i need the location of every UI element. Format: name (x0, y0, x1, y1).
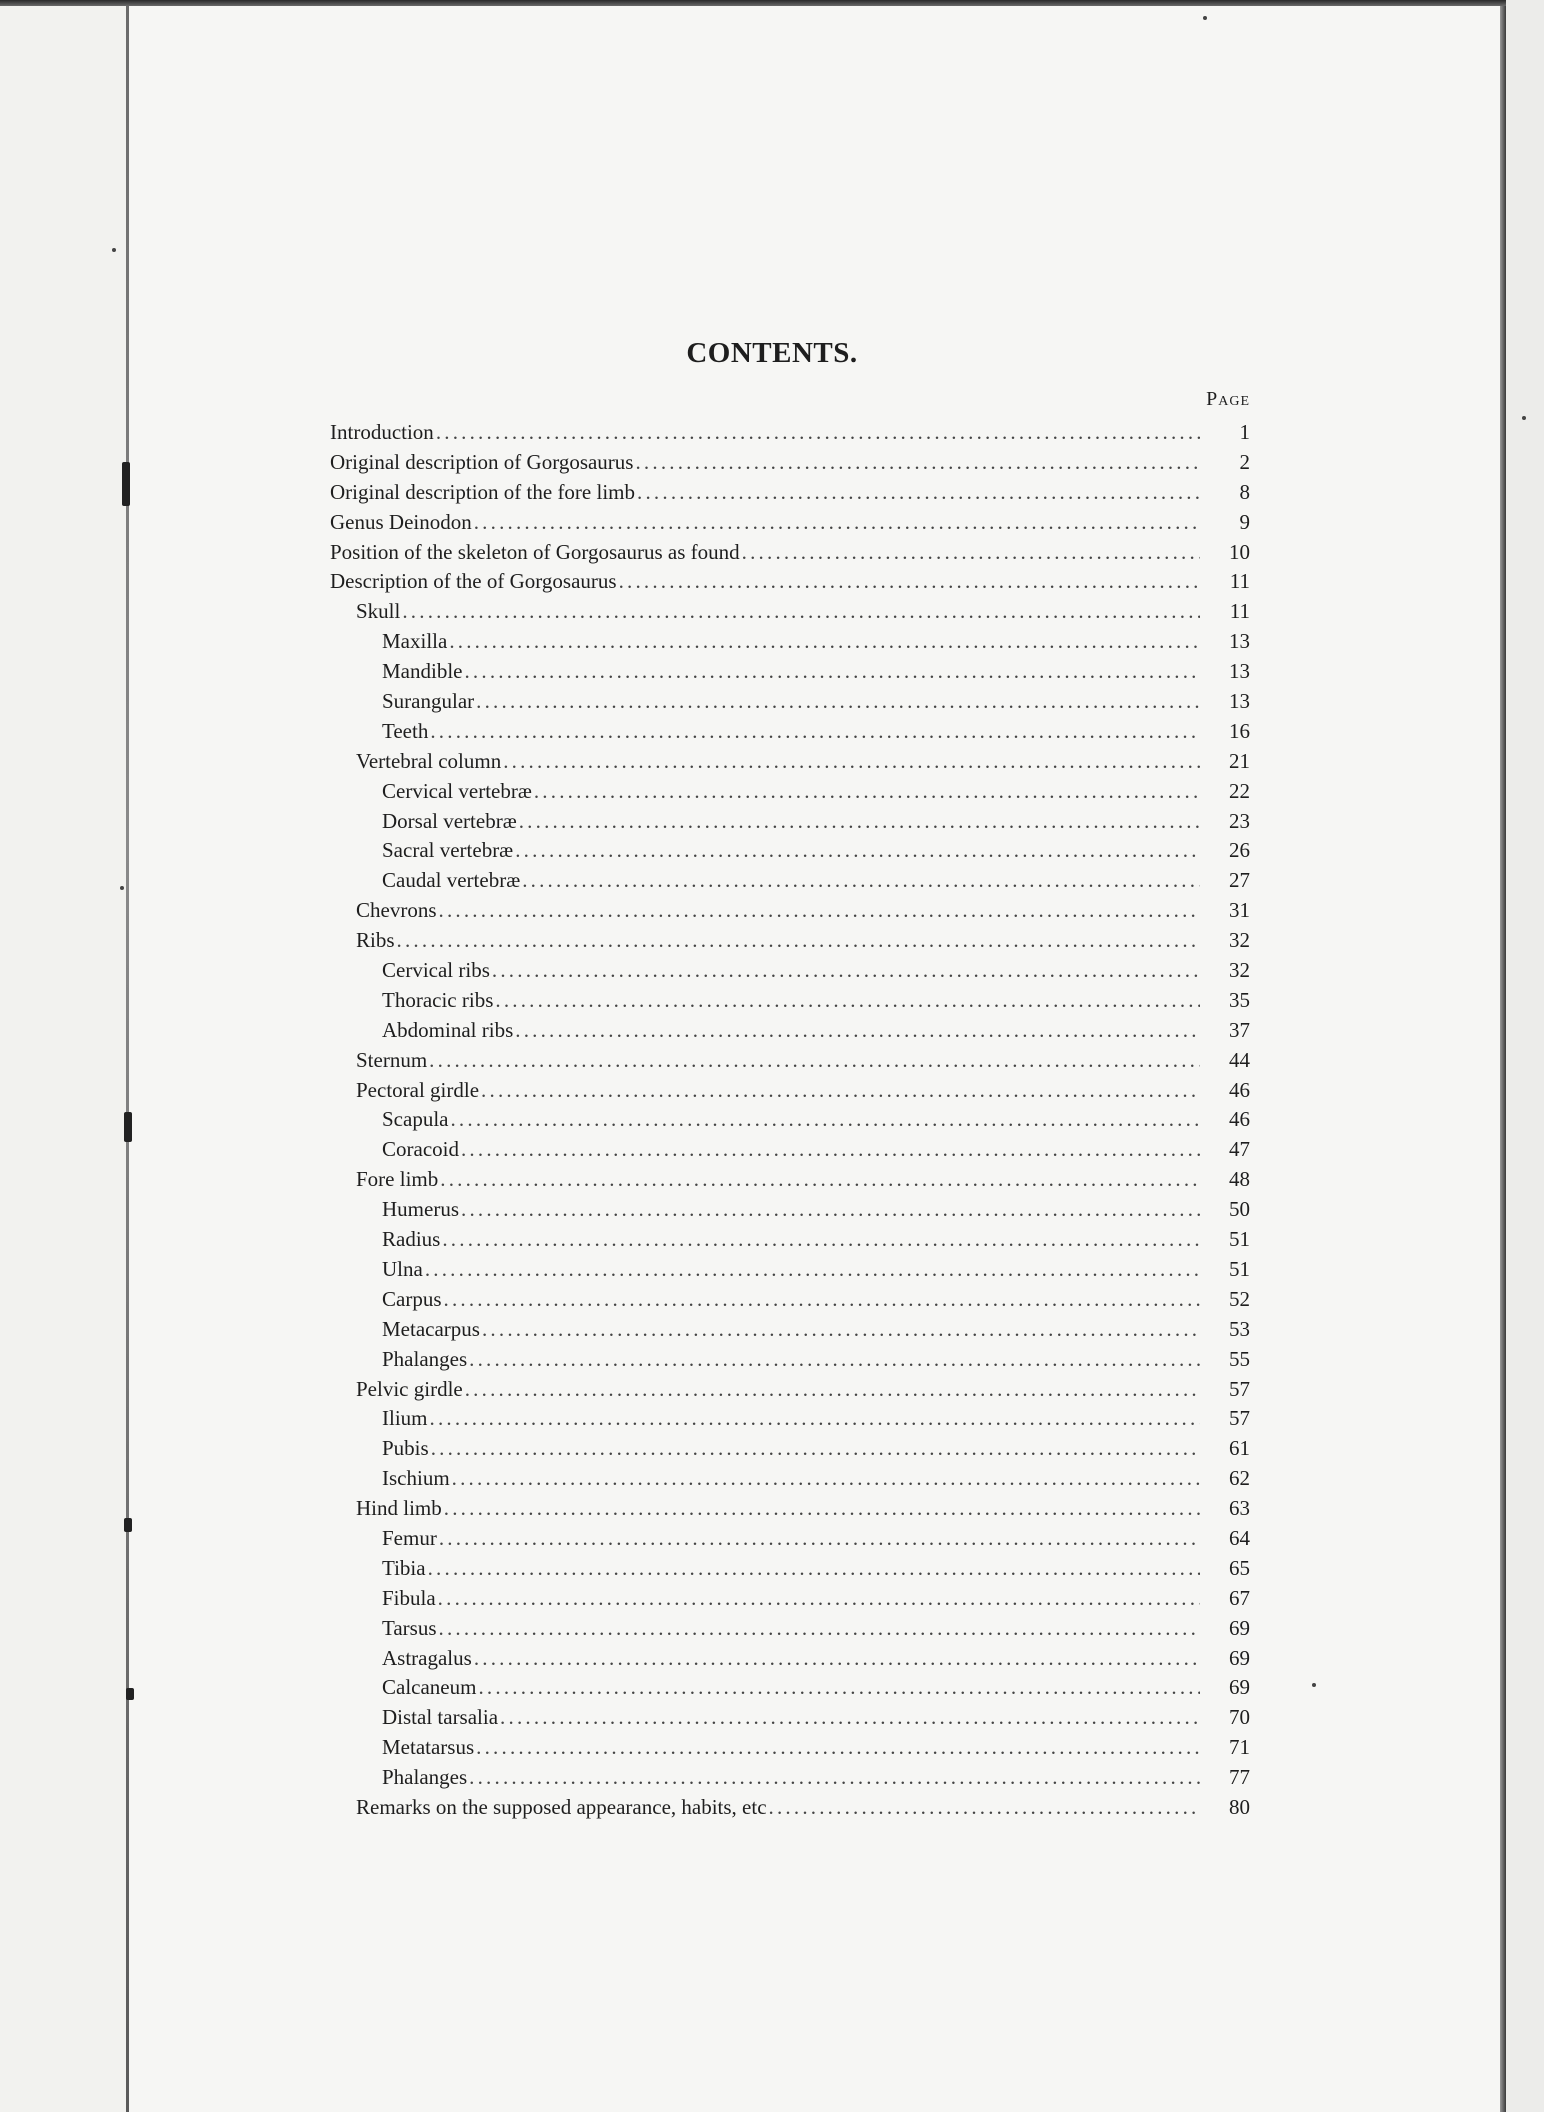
toc-entry-page: 50 (1229, 1197, 1250, 1222)
toc-entry-page: 61 (1229, 1436, 1250, 1461)
toc-entry (330, 1227, 1250, 1257)
toc-entry-label: Original description of the fore limb (330, 479, 636, 504)
toc-leader-dots (482, 1317, 1200, 1342)
toc-entry (330, 510, 1250, 540)
toc-entry-label: Radius (382, 1227, 441, 1252)
page-title: CONTENTS. (686, 337, 858, 370)
toc-entry-page: 9 (1239, 509, 1250, 534)
toc-entry-label: Tarsus (382, 1615, 437, 1640)
binding-mark (126, 1688, 134, 1700)
toc-leader-dots (430, 1406, 1201, 1431)
toc-entry-page: 27 (1229, 868, 1250, 893)
toc-entry-page: 67 (1229, 1585, 1250, 1610)
toc-leader-dots (461, 1137, 1200, 1162)
toc-entry-page: 51 (1229, 1256, 1250, 1281)
toc-entry-page: 70 (1229, 1705, 1250, 1730)
toc-entry (330, 1466, 1250, 1496)
toc-entry (330, 838, 1250, 868)
toc-leader-dots (397, 928, 1200, 953)
toc-entry-label: Maxilla (382, 629, 448, 654)
toc-entry-page: 77 (1229, 1765, 1250, 1790)
toc-entry (330, 928, 1250, 958)
toc-leader-dots (742, 540, 1200, 565)
toc-entry-page: 32 (1229, 958, 1250, 983)
toc-entry (330, 988, 1250, 1018)
toc-leader-dots (515, 838, 1200, 863)
toc-entry-label: Scapula (382, 1107, 449, 1132)
toc-entry-label: Position of the skeleton of Gorgosaurus as found (330, 539, 740, 564)
toc-entry (330, 1287, 1250, 1317)
scan-speck (1312, 1683, 1316, 1687)
toc-leader-dots (439, 898, 1201, 923)
toc-entry-page: 2 (1239, 449, 1250, 474)
toc-entry-label: Ulna (382, 1256, 423, 1281)
toc-entry (330, 1078, 1250, 1108)
toc-leader-dots (476, 1735, 1200, 1760)
toc-leader-dots (442, 1227, 1200, 1252)
toc-entry-page: 44 (1229, 1047, 1250, 1072)
toc-entry (330, 1377, 1250, 1407)
toc-entry-page: 47 (1229, 1137, 1250, 1162)
toc-entry (330, 958, 1250, 988)
toc-entry-label: Pelvic girdle (356, 1376, 463, 1401)
toc-entry-label: Pectoral girdle (356, 1077, 480, 1102)
toc-entry (330, 1107, 1250, 1137)
toc-entry (330, 1406, 1250, 1436)
toc-entry-label: Chevrons (356, 898, 437, 923)
toc-leader-dots (430, 719, 1200, 744)
toc-entry (330, 1137, 1250, 1167)
toc-entry (330, 1018, 1250, 1048)
toc-entry-page: 10 (1229, 539, 1250, 564)
toc-entry-label: Phalanges (382, 1765, 468, 1790)
toc-entry-label: Skull (356, 599, 401, 624)
toc-entry (330, 1675, 1250, 1705)
toc-entry-page: 21 (1229, 748, 1250, 773)
toc-entry (330, 779, 1250, 809)
toc-entry (330, 1526, 1250, 1556)
toc-leader-dots (439, 1526, 1200, 1551)
toc-entry-page: 8 (1239, 479, 1250, 504)
toc-entry-label: Description of the of Gorgosaurus (330, 569, 617, 594)
toc-entry-label: Teeth (382, 718, 429, 743)
toc-entry (330, 868, 1250, 898)
page-column-label: Page (1206, 388, 1250, 410)
toc-leader-dots (449, 629, 1200, 654)
toc-entry-label: Humerus (382, 1197, 459, 1222)
toc-entry (330, 1705, 1250, 1735)
toc-entry-page: 69 (1229, 1645, 1250, 1670)
toc-entry-label: Cervical ribs (382, 958, 490, 983)
toc-leader-dots (474, 510, 1200, 535)
toc-leader-dots (431, 1436, 1200, 1461)
toc-entry-label: Coracoid (382, 1137, 459, 1162)
toc-entry-label: Remarks on the supposed appearance, habits, etc (356, 1794, 767, 1819)
toc-entry-page: 53 (1229, 1316, 1250, 1341)
toc-entry (330, 1436, 1250, 1466)
toc-entry-label: Vertebral column (356, 748, 502, 773)
toc-entry (330, 1795, 1250, 1825)
toc-entry-label: Thoracic ribs (382, 987, 494, 1012)
toc-entry-label: Ribs (356, 928, 395, 953)
toc-entry-page: 11 (1229, 569, 1250, 594)
toc-leader-dots (637, 480, 1200, 505)
toc-entry-page: 46 (1229, 1107, 1250, 1132)
toc-leader-dots (461, 1197, 1200, 1222)
toc-entry (330, 1586, 1250, 1616)
toc-entry-page: 32 (1229, 928, 1250, 953)
toc-entry-label: Pubis (382, 1436, 429, 1461)
toc-entry-page: 57 (1229, 1376, 1250, 1401)
toc-leader-dots (444, 1287, 1201, 1312)
toc-entry (330, 1167, 1250, 1197)
toc-entry (330, 1765, 1250, 1795)
toc-entry-page: 69 (1229, 1615, 1250, 1640)
toc-entry (330, 749, 1250, 779)
page-edge-left (126, 0, 129, 2112)
toc-entry (330, 1347, 1250, 1377)
toc-entry-label: Introduction (330, 420, 434, 444)
toc-entry (330, 629, 1250, 659)
toc-leader-dots (464, 659, 1200, 684)
toc-leader-dots (481, 1078, 1200, 1103)
toc-leader-dots (534, 779, 1200, 804)
scan-margin-left (0, 0, 126, 2112)
toc-entry (330, 450, 1250, 480)
toc-entry-page: 13 (1229, 689, 1250, 714)
toc-entry-label: Cervical vertebræ (382, 778, 532, 803)
toc-leader-dots (469, 1765, 1200, 1790)
toc-entry (330, 898, 1250, 928)
toc-entry-page: 80 (1229, 1794, 1250, 1819)
toc-entry-page: 51 (1229, 1227, 1250, 1252)
toc-entry-label: Original description of Gorgosaurus (330, 449, 634, 474)
toc-entry (330, 1735, 1250, 1765)
toc-leader-dots (429, 1048, 1200, 1073)
toc-leader-dots (452, 1466, 1200, 1491)
scan-speck (112, 248, 116, 252)
toc-entry-page: 69 (1229, 1675, 1250, 1700)
toc-entry-label: Genus Deinodon (330, 509, 472, 534)
toc-entry-page: 46 (1229, 1077, 1250, 1102)
toc-entry (330, 1646, 1250, 1676)
toc-entry-page: 48 (1229, 1167, 1250, 1192)
toc-entry-page: 62 (1229, 1466, 1250, 1491)
toc-entry-label: Abdominal ribs (382, 1017, 514, 1042)
toc-entry (330, 809, 1250, 839)
toc-entry-page: 57 (1229, 1406, 1250, 1431)
toc-entry-page: 11 (1229, 599, 1250, 624)
toc-leader-dots (469, 1347, 1200, 1372)
toc-leader-dots (769, 1795, 1200, 1820)
page-edge-top (0, 0, 1506, 6)
scan-margin-right (1506, 0, 1544, 2112)
toc-leader-dots (444, 1496, 1200, 1521)
toc-entry-page: 35 (1229, 987, 1250, 1012)
toc-entry-label: Ischium (382, 1466, 450, 1491)
toc-leader-dots (425, 1257, 1200, 1282)
toc-entry-label: Fore limb (356, 1167, 439, 1192)
toc-entry-label: Hind limb (356, 1496, 442, 1521)
toc-entry-page: 55 (1229, 1346, 1250, 1371)
toc-entry (330, 1496, 1250, 1526)
table-of-contents (330, 420, 1250, 1825)
toc-entry-page: 13 (1229, 629, 1250, 654)
toc-entry-label: Mandible (382, 659, 463, 684)
scan-speck (1522, 416, 1526, 420)
toc-entry-label: Femur (382, 1525, 437, 1550)
toc-leader-dots (439, 1616, 1200, 1641)
toc-entry-label: Ilium (382, 1406, 428, 1431)
toc-entry-label: Phalanges (382, 1346, 468, 1371)
toc-leader-dots (440, 1167, 1200, 1192)
toc-leader-dots (500, 1705, 1200, 1730)
toc-leader-dots (465, 1377, 1200, 1402)
toc-entry (330, 1616, 1250, 1646)
toc-entry (330, 659, 1250, 689)
toc-entry-label: Metatarsus (382, 1735, 475, 1760)
toc-entry (330, 599, 1250, 629)
toc-entry-page: 31 (1229, 898, 1250, 923)
toc-entry (330, 1317, 1250, 1347)
toc-leader-dots (503, 749, 1200, 774)
toc-entry-page: 64 (1229, 1525, 1250, 1550)
binding-mark (122, 462, 130, 506)
toc-entry-label: Calcaneum (382, 1675, 477, 1700)
toc-entry-page: 26 (1229, 838, 1250, 863)
toc-entry (330, 480, 1250, 510)
toc-leader-dots (522, 868, 1200, 893)
toc-entry-page: 22 (1229, 778, 1250, 803)
toc-leader-dots (492, 958, 1200, 983)
toc-entry (330, 1556, 1250, 1586)
toc-entry (330, 1197, 1250, 1227)
toc-entry-page: 13 (1229, 659, 1250, 684)
toc-entry-label: Surangular (382, 689, 475, 714)
toc-entry-page: 37 (1229, 1017, 1250, 1042)
toc-leader-dots (438, 1586, 1200, 1611)
toc-entry-page: 65 (1229, 1555, 1250, 1580)
toc-entry (330, 1257, 1250, 1287)
toc-leader-dots (436, 420, 1200, 445)
toc-entry-label: Metacarpus (382, 1316, 480, 1341)
toc-entry-page: 1 (1239, 420, 1250, 444)
scan-speck (1203, 16, 1207, 20)
toc-entry-label: Caudal vertebræ (382, 868, 521, 893)
toc-leader-dots (474, 1646, 1200, 1671)
toc-entry (330, 1048, 1250, 1078)
binding-mark (124, 1112, 132, 1142)
toc-leader-dots (478, 1675, 1200, 1700)
toc-entry-label: Sternum (356, 1047, 428, 1072)
scan-speck (120, 886, 124, 890)
binding-mark (124, 1518, 132, 1532)
toc-leader-dots (450, 1107, 1200, 1132)
toc-entry-page: 52 (1229, 1286, 1250, 1311)
toc-entry (330, 689, 1250, 719)
toc-leader-dots (402, 599, 1200, 624)
toc-entry (330, 420, 1250, 450)
toc-entry-page: 23 (1229, 808, 1250, 833)
toc-leader-dots (428, 1556, 1200, 1581)
toc-leader-dots (515, 1018, 1200, 1043)
toc-entry-label: Tibia (382, 1555, 426, 1580)
toc-leader-dots (619, 569, 1200, 594)
toc-entry-label: Distal tarsalia (382, 1705, 499, 1730)
toc-entry-label: Fibula (382, 1585, 436, 1610)
toc-entry (330, 540, 1250, 570)
toc-entry-page: 63 (1229, 1496, 1250, 1521)
toc-entry (330, 569, 1250, 599)
toc-leader-dots (495, 988, 1200, 1013)
toc-entry-label: Dorsal vertebræ (382, 808, 517, 833)
toc-entry-label: Sacral vertebræ (382, 838, 514, 863)
toc-leader-dots (519, 809, 1200, 834)
toc-leader-dots (476, 689, 1200, 714)
toc-entry-label: Carpus (382, 1286, 442, 1311)
toc-leader-dots (635, 450, 1200, 475)
toc-entry (330, 719, 1250, 749)
toc-entry-page: 16 (1229, 718, 1250, 743)
toc-entry-label: Astragalus (382, 1645, 472, 1670)
toc-entry-page: 71 (1229, 1735, 1250, 1760)
